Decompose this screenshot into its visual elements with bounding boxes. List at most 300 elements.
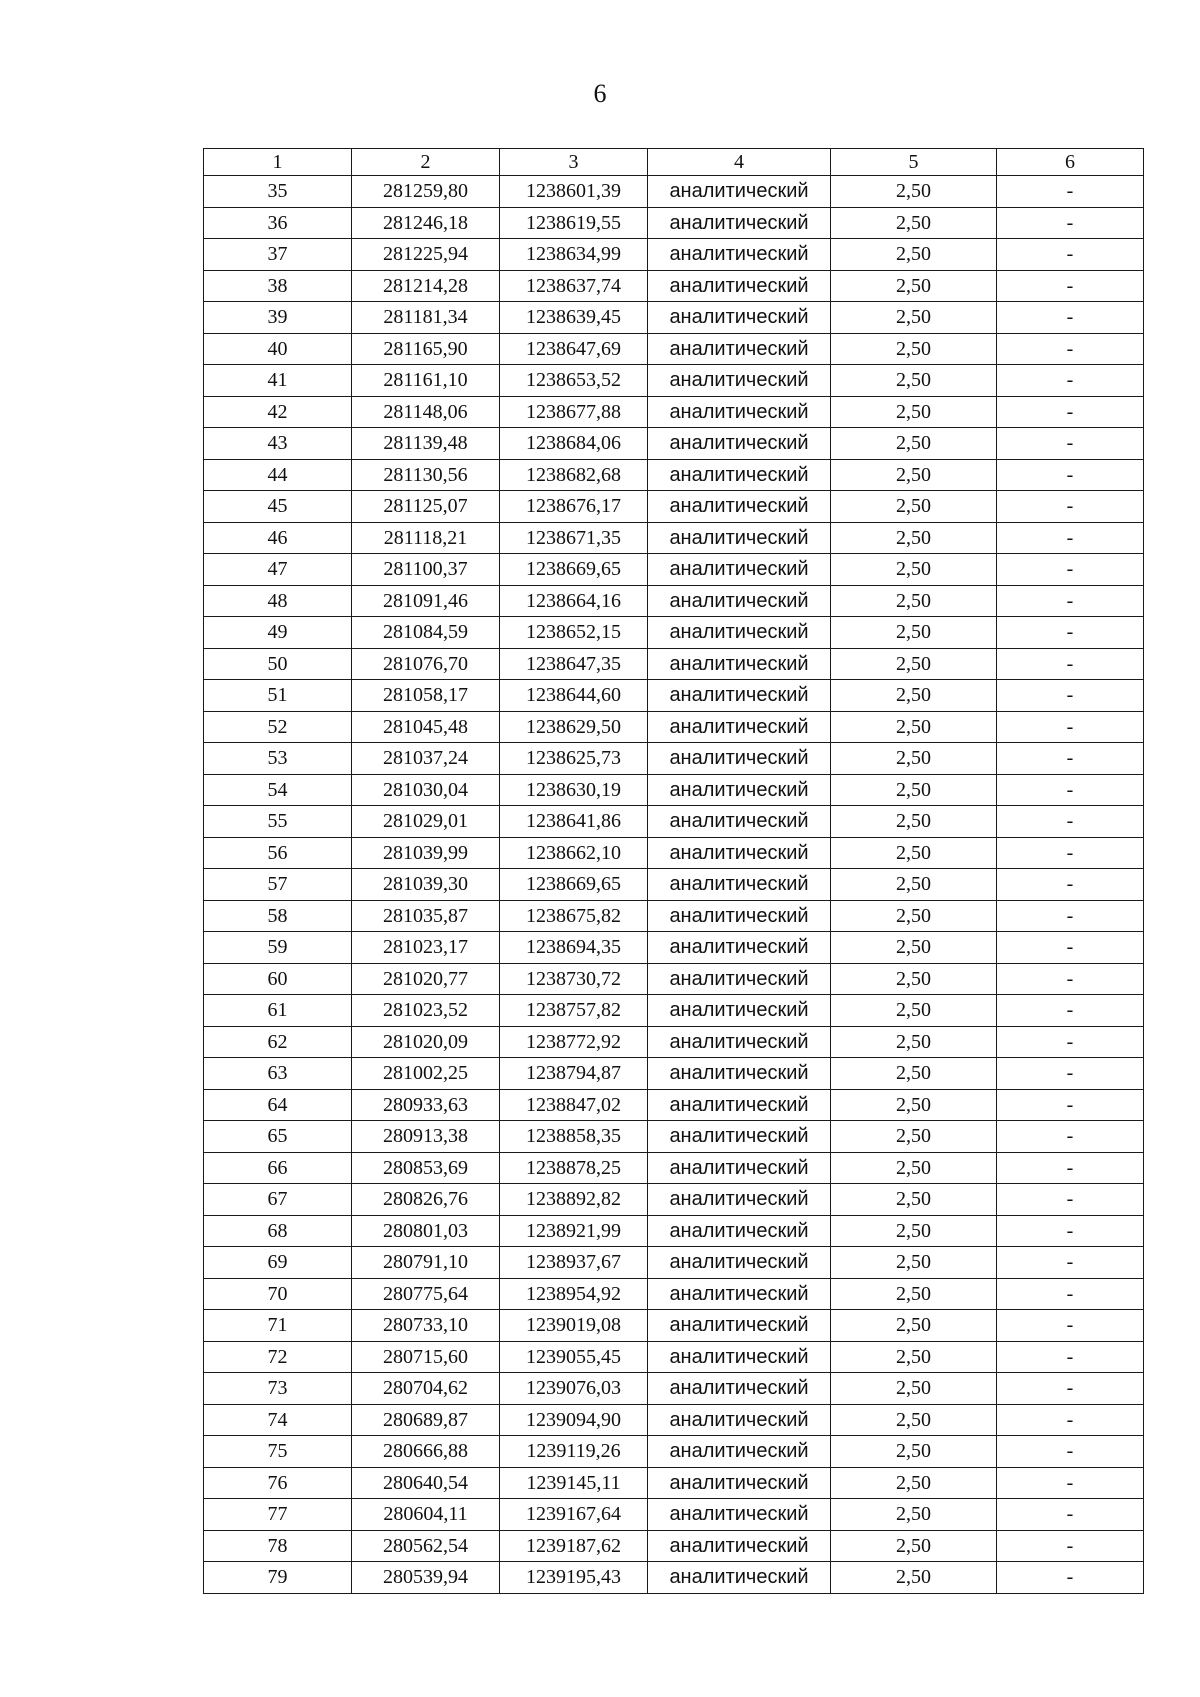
- table-cell-col-6: -: [997, 302, 1144, 334]
- table-cell-col-3: 1238937,67: [500, 1247, 648, 1279]
- table-cell-col-1: 61: [204, 995, 352, 1027]
- table-cell-col-3: 1238662,10: [500, 837, 648, 869]
- table-row: [204, 585, 1144, 617]
- table-cell-col-2: 281020,09: [352, 1026, 500, 1058]
- table-cell-col-5: 2,50: [831, 333, 997, 365]
- table-cell-col-5: 2,50: [831, 270, 997, 302]
- table-cell-col-4: аналитический: [648, 1404, 831, 1436]
- table-cell-col-2: 280913,38: [352, 1121, 500, 1153]
- table-cell-col-1: 35: [204, 176, 352, 208]
- table-row: [204, 806, 1144, 838]
- table-row: [204, 491, 1144, 523]
- table-cell-col-2: 281084,59: [352, 617, 500, 649]
- table-row: [204, 774, 1144, 806]
- table-cell-col-4: аналитический: [648, 1530, 831, 1562]
- table-cell-col-5: 2,50: [831, 428, 997, 460]
- table-cell-col-6: -: [997, 1373, 1144, 1405]
- table-cell-col-4: аналитический: [648, 837, 831, 869]
- table-cell-col-5: 2,50: [831, 554, 997, 586]
- table-cell-col-4: аналитический: [648, 1310, 831, 1342]
- header-row: [204, 149, 1144, 176]
- table-cell-col-1: 78: [204, 1530, 352, 1562]
- table-row: [204, 1121, 1144, 1153]
- table-cell-col-1: 56: [204, 837, 352, 869]
- column-header-5: 5: [831, 149, 997, 176]
- table-cell-col-2: 281030,04: [352, 774, 500, 806]
- table-cell-col-1: 79: [204, 1562, 352, 1594]
- table-cell-col-3: 1239055,45: [500, 1341, 648, 1373]
- table-cell-col-4: аналитический: [648, 680, 831, 712]
- table-cell-col-6: -: [997, 1026, 1144, 1058]
- table-cell-col-1: 46: [204, 522, 352, 554]
- table-cell-col-6: -: [997, 963, 1144, 995]
- table-cell-col-1: 71: [204, 1310, 352, 1342]
- table-cell-col-4: аналитический: [648, 963, 831, 995]
- table-cell-col-2: 281045,48: [352, 711, 500, 743]
- table-cell-col-2: 281130,56: [352, 459, 500, 491]
- table-cell-col-2: 281029,01: [352, 806, 500, 838]
- table-cell-col-3: 1238794,87: [500, 1058, 648, 1090]
- column-header-1: 1: [204, 149, 352, 176]
- table-cell-col-6: -: [997, 837, 1144, 869]
- table-cell-col-6: -: [997, 365, 1144, 397]
- table-cell-col-4: аналитический: [648, 995, 831, 1027]
- table-cell-col-1: 60: [204, 963, 352, 995]
- table-cell-col-2: 281161,10: [352, 365, 500, 397]
- table-cell-col-4: аналитический: [648, 302, 831, 334]
- table-cell-col-5: 2,50: [831, 396, 997, 428]
- table-cell-col-5: 2,50: [831, 837, 997, 869]
- column-header-3: 3: [500, 149, 648, 176]
- table-cell-col-6: -: [997, 585, 1144, 617]
- table-cell-col-1: 57: [204, 869, 352, 901]
- table-cell-col-1: 41: [204, 365, 352, 397]
- table-cell-col-5: 2,50: [831, 1278, 997, 1310]
- table-cell-col-4: аналитический: [648, 239, 831, 271]
- table-cell-col-2: 280640,54: [352, 1467, 500, 1499]
- table-cell-col-6: -: [997, 554, 1144, 586]
- table-cell-col-3: 1238639,45: [500, 302, 648, 334]
- table-cell-col-1: 54: [204, 774, 352, 806]
- table-row: [204, 207, 1144, 239]
- table-cell-col-6: -: [997, 1247, 1144, 1279]
- table-cell-col-3: 1238634,99: [500, 239, 648, 271]
- table-cell-col-5: 2,50: [831, 963, 997, 995]
- table-cell-col-2: 280689,87: [352, 1404, 500, 1436]
- table-cell-col-5: 2,50: [831, 1247, 997, 1279]
- table-body: [204, 176, 1144, 1594]
- table-cell-col-3: 1238671,35: [500, 522, 648, 554]
- table-row: [204, 1530, 1144, 1562]
- table-cell-col-2: 281181,34: [352, 302, 500, 334]
- table-cell-col-3: 1238682,68: [500, 459, 648, 491]
- table-row: [204, 365, 1144, 397]
- table-row: [204, 1341, 1144, 1373]
- table-cell-col-2: 280733,10: [352, 1310, 500, 1342]
- table-row: [204, 900, 1144, 932]
- table-cell-col-6: -: [997, 995, 1144, 1027]
- table-cell-col-2: 281148,06: [352, 396, 500, 428]
- table-cell-col-3: 1238629,50: [500, 711, 648, 743]
- table-cell-col-4: аналитический: [648, 869, 831, 901]
- table-row: [204, 396, 1144, 428]
- table-cell-col-3: 1238669,65: [500, 554, 648, 586]
- table-row: [204, 837, 1144, 869]
- table-cell-col-6: -: [997, 774, 1144, 806]
- table-cell-col-1: 65: [204, 1121, 352, 1153]
- table-cell-col-2: 280715,60: [352, 1341, 500, 1373]
- table-cell-col-2: 280666,88: [352, 1436, 500, 1468]
- table-cell-col-4: аналитический: [648, 806, 831, 838]
- table-cell-col-5: 2,50: [831, 1562, 997, 1594]
- table-cell-col-6: -: [997, 617, 1144, 649]
- table-row: [204, 1436, 1144, 1468]
- table-cell-col-2: 281076,70: [352, 648, 500, 680]
- table-cell-col-1: 76: [204, 1467, 352, 1499]
- table-cell-col-2: 280562,54: [352, 1530, 500, 1562]
- table-cell-col-4: аналитический: [648, 491, 831, 523]
- table-cell-col-1: 38: [204, 270, 352, 302]
- table-cell-col-2: 281037,24: [352, 743, 500, 775]
- table-cell-col-1: 39: [204, 302, 352, 334]
- table-cell-col-3: 1239019,08: [500, 1310, 648, 1342]
- table-cell-col-1: 74: [204, 1404, 352, 1436]
- table-cell-col-4: аналитический: [648, 1499, 831, 1531]
- table-cell-col-4: аналитический: [648, 1121, 831, 1153]
- table-cell-col-4: аналитический: [648, 648, 831, 680]
- table-cell-col-1: 72: [204, 1341, 352, 1373]
- table-cell-col-5: 2,50: [831, 1436, 997, 1468]
- table-cell-col-2: 280704,62: [352, 1373, 500, 1405]
- table-cell-col-6: -: [997, 1215, 1144, 1247]
- table-cell-col-3: 1238644,60: [500, 680, 648, 712]
- table-cell-col-6: -: [997, 1310, 1144, 1342]
- table-cell-col-4: аналитический: [648, 365, 831, 397]
- table-cell-col-4: аналитический: [648, 1247, 831, 1279]
- table-row: [204, 1467, 1144, 1499]
- table-row: [204, 270, 1144, 302]
- table-cell-col-2: 281039,99: [352, 837, 500, 869]
- table-cell-col-4: аналитический: [648, 743, 831, 775]
- table-cell-col-6: -: [997, 1278, 1144, 1310]
- table-header: [204, 149, 1144, 176]
- table-cell-col-2: 281035,87: [352, 900, 500, 932]
- table-cell-col-2: 281118,21: [352, 522, 500, 554]
- table-cell-col-4: аналитический: [648, 207, 831, 239]
- table-cell-col-4: аналитический: [648, 1026, 831, 1058]
- table-cell-col-1: 66: [204, 1152, 352, 1184]
- table-cell-col-3: 1238684,06: [500, 428, 648, 460]
- column-header-4: 4: [648, 149, 831, 176]
- table-cell-col-2: 280775,64: [352, 1278, 500, 1310]
- table-cell-col-2: 281023,17: [352, 932, 500, 964]
- table-cell-col-5: 2,50: [831, 995, 997, 1027]
- table-cell-col-6: -: [997, 743, 1144, 775]
- table-cell-col-4: аналитический: [648, 270, 831, 302]
- table-cell-col-1: 69: [204, 1247, 352, 1279]
- table-row: [204, 680, 1144, 712]
- table-cell-col-3: 1238669,65: [500, 869, 648, 901]
- table-cell-col-1: 47: [204, 554, 352, 586]
- table-cell-col-5: 2,50: [831, 743, 997, 775]
- table-cell-col-1: 75: [204, 1436, 352, 1468]
- table-cell-col-6: -: [997, 239, 1144, 271]
- table-row: [204, 1152, 1144, 1184]
- table-cell-col-4: аналитический: [648, 1278, 831, 1310]
- table-cell-col-2: 281100,37: [352, 554, 500, 586]
- table-cell-col-3: 1238858,35: [500, 1121, 648, 1153]
- table-cell-col-6: -: [997, 806, 1144, 838]
- table-cell-col-2: 281058,17: [352, 680, 500, 712]
- table-row: [204, 1089, 1144, 1121]
- table-cell-col-1: 48: [204, 585, 352, 617]
- table-row: [204, 743, 1144, 775]
- table-cell-col-3: 1238653,52: [500, 365, 648, 397]
- table-cell-col-3: 1238892,82: [500, 1184, 648, 1216]
- table-cell-col-1: 63: [204, 1058, 352, 1090]
- table-cell-col-4: аналитический: [648, 1089, 831, 1121]
- table-cell-col-5: 2,50: [831, 1089, 997, 1121]
- table-cell-col-6: -: [997, 680, 1144, 712]
- table-cell-col-1: 58: [204, 900, 352, 932]
- table-row: [204, 1562, 1144, 1594]
- table-row: [204, 932, 1144, 964]
- page-number: 6: [593, 79, 607, 108]
- table-row: [204, 1404, 1144, 1436]
- table-cell-col-1: 43: [204, 428, 352, 460]
- table-cell-col-4: аналитический: [648, 711, 831, 743]
- table-cell-col-4: аналитический: [648, 1184, 831, 1216]
- table-cell-col-5: 2,50: [831, 900, 997, 932]
- table-cell-col-1: 51: [204, 680, 352, 712]
- table-cell-col-3: 1238694,35: [500, 932, 648, 964]
- table-cell-col-6: -: [997, 1341, 1144, 1373]
- table-cell-col-3: 1239187,62: [500, 1530, 648, 1562]
- table-cell-col-1: 36: [204, 207, 352, 239]
- table-cell-col-4: аналитический: [648, 396, 831, 428]
- table-row: [204, 1026, 1144, 1058]
- table-row: [204, 176, 1144, 208]
- table-cell-col-4: аналитический: [648, 176, 831, 208]
- table-cell-col-4: аналитический: [648, 554, 831, 586]
- table-row: [204, 711, 1144, 743]
- table-cell-col-1: 77: [204, 1499, 352, 1531]
- table-cell-col-6: -: [997, 1436, 1144, 1468]
- table-cell-col-6: -: [997, 491, 1144, 523]
- table-cell-col-3: 1238637,74: [500, 270, 648, 302]
- table-cell-col-2: 281165,90: [352, 333, 500, 365]
- table-cell-col-1: 50: [204, 648, 352, 680]
- table-cell-col-3: 1238601,39: [500, 176, 648, 208]
- table-cell-col-3: 1239167,64: [500, 1499, 648, 1531]
- table-cell-col-2: 280604,11: [352, 1499, 500, 1531]
- table-cell-col-5: 2,50: [831, 774, 997, 806]
- table-cell-col-4: аналитический: [648, 1436, 831, 1468]
- table-row: [204, 1184, 1144, 1216]
- table-row: [204, 333, 1144, 365]
- table-cell-col-1: 73: [204, 1373, 352, 1405]
- table-cell-col-5: 2,50: [831, 1215, 997, 1247]
- table-cell-col-3: 1238730,72: [500, 963, 648, 995]
- table-cell-col-6: -: [997, 711, 1144, 743]
- table-cell-col-6: -: [997, 1089, 1144, 1121]
- table-cell-col-3: 1238625,73: [500, 743, 648, 775]
- table-cell-col-3: 1238772,92: [500, 1026, 648, 1058]
- table-cell-col-2: 281125,07: [352, 491, 500, 523]
- table-cell-col-5: 2,50: [831, 365, 997, 397]
- table-cell-col-1: 53: [204, 743, 352, 775]
- table-cell-col-2: 281246,18: [352, 207, 500, 239]
- table-cell-col-4: аналитический: [648, 1152, 831, 1184]
- table-cell-col-1: 45: [204, 491, 352, 523]
- table-cell-col-1: 49: [204, 617, 352, 649]
- table-cell-col-5: 2,50: [831, 1467, 997, 1499]
- table-cell-col-2: 281139,48: [352, 428, 500, 460]
- table-cell-col-4: аналитический: [648, 1562, 831, 1594]
- table-cell-col-3: 1238647,35: [500, 648, 648, 680]
- table-cell-col-5: 2,50: [831, 680, 997, 712]
- table-cell-col-5: 2,50: [831, 459, 997, 491]
- table-cell-col-4: аналитический: [648, 900, 831, 932]
- table-cell-col-4: аналитический: [648, 428, 831, 460]
- table-cell-col-2: 281225,94: [352, 239, 500, 271]
- table-row: [204, 1499, 1144, 1531]
- table-cell-col-1: 37: [204, 239, 352, 271]
- coordinates-table: [203, 148, 1144, 1594]
- table-cell-col-6: -: [997, 333, 1144, 365]
- table-cell-col-5: 2,50: [831, 648, 997, 680]
- table-cell-col-3: 1238641,86: [500, 806, 648, 838]
- table-row: [204, 995, 1144, 1027]
- table-cell-col-1: 70: [204, 1278, 352, 1310]
- table-cell-col-2: 280826,76: [352, 1184, 500, 1216]
- table-cell-col-3: 1238677,88: [500, 396, 648, 428]
- table-cell-col-5: 2,50: [831, 806, 997, 838]
- table-cell-col-6: -: [997, 932, 1144, 964]
- table-cell-col-3: 1238664,16: [500, 585, 648, 617]
- table-row: [204, 522, 1144, 554]
- table-cell-col-5: 2,50: [831, 1152, 997, 1184]
- table-cell-col-5: 2,50: [831, 1184, 997, 1216]
- table-cell-col-4: аналитический: [648, 1058, 831, 1090]
- table-row: [204, 239, 1144, 271]
- table-cell-col-4: аналитический: [648, 1373, 831, 1405]
- table-cell-col-4: аналитический: [648, 585, 831, 617]
- table-cell-col-6: -: [997, 869, 1144, 901]
- table-cell-col-3: 1238675,82: [500, 900, 648, 932]
- table-row: [204, 648, 1144, 680]
- table-cell-col-1: 52: [204, 711, 352, 743]
- table-cell-col-6: -: [997, 1530, 1144, 1562]
- table-cell-col-3: 1238921,99: [500, 1215, 648, 1247]
- table-row: [204, 963, 1144, 995]
- table-cell-col-5: 2,50: [831, 1058, 997, 1090]
- table-cell-col-5: 2,50: [831, 239, 997, 271]
- table-cell-col-6: -: [997, 1121, 1144, 1153]
- table-cell-col-3: 1238757,82: [500, 995, 648, 1027]
- table-cell-col-6: -: [997, 396, 1144, 428]
- table-cell-col-4: аналитический: [648, 1341, 831, 1373]
- table-cell-col-3: 1238619,55: [500, 207, 648, 239]
- table-row: [204, 1310, 1144, 1342]
- table-cell-col-4: аналитический: [648, 617, 831, 649]
- table-cell-col-5: 2,50: [831, 1373, 997, 1405]
- table-cell-col-6: -: [997, 207, 1144, 239]
- column-header-2: 2: [352, 149, 500, 176]
- table-cell-col-6: -: [997, 1058, 1144, 1090]
- table-cell-col-5: 2,50: [831, 1404, 997, 1436]
- table-cell-col-3: 1239076,03: [500, 1373, 648, 1405]
- table-cell-col-3: 1238630,19: [500, 774, 648, 806]
- table-cell-col-4: аналитический: [648, 932, 831, 964]
- table-cell-col-5: 2,50: [831, 1530, 997, 1562]
- table-cell-col-2: 280853,69: [352, 1152, 500, 1184]
- table-cell-col-6: -: [997, 1467, 1144, 1499]
- table-cell-col-6: -: [997, 648, 1144, 680]
- table-cell-col-6: -: [997, 176, 1144, 208]
- table-cell-col-2: 280791,10: [352, 1247, 500, 1279]
- table-cell-col-6: -: [997, 270, 1144, 302]
- table-row: [204, 1373, 1144, 1405]
- table-cell-col-6: -: [997, 459, 1144, 491]
- table-row: [204, 1215, 1144, 1247]
- table-cell-col-2: 281259,80: [352, 176, 500, 208]
- table-cell-col-5: 2,50: [831, 869, 997, 901]
- table-cell-col-3: 1238847,02: [500, 1089, 648, 1121]
- table-cell-col-6: -: [997, 1499, 1144, 1531]
- table-cell-col-1: 44: [204, 459, 352, 491]
- table-cell-col-6: -: [997, 428, 1144, 460]
- table-row: [204, 459, 1144, 491]
- table-cell-col-2: 281039,30: [352, 869, 500, 901]
- table-row: [204, 428, 1144, 460]
- table-cell-col-1: 64: [204, 1089, 352, 1121]
- table-cell-col-1: 59: [204, 932, 352, 964]
- table-cell-col-5: 2,50: [831, 302, 997, 334]
- table-cell-col-3: 1238878,25: [500, 1152, 648, 1184]
- table-cell-col-4: аналитический: [648, 333, 831, 365]
- table-cell-col-3: 1239094,90: [500, 1404, 648, 1436]
- table-cell-col-5: 2,50: [831, 1310, 997, 1342]
- table-cell-col-5: 2,50: [831, 522, 997, 554]
- table-row: [204, 1278, 1144, 1310]
- table-cell-col-3: 1238647,69: [500, 333, 648, 365]
- table-cell-col-3: 1239145,11: [500, 1467, 648, 1499]
- table-cell-col-3: 1238954,92: [500, 1278, 648, 1310]
- table-cell-col-4: аналитический: [648, 1467, 831, 1499]
- table-row: [204, 302, 1144, 334]
- table-cell-col-3: 1238676,17: [500, 491, 648, 523]
- table-cell-col-1: 42: [204, 396, 352, 428]
- table-row: [204, 617, 1144, 649]
- table-cell-col-2: 281023,52: [352, 995, 500, 1027]
- table-cell-col-3: 1239195,43: [500, 1562, 648, 1594]
- table-cell-col-5: 2,50: [831, 711, 997, 743]
- table-cell-col-5: 2,50: [831, 1499, 997, 1531]
- table-cell-col-6: -: [997, 900, 1144, 932]
- table-row: [204, 1247, 1144, 1279]
- table-cell-col-2: 281214,28: [352, 270, 500, 302]
- table-cell-col-2: 281002,25: [352, 1058, 500, 1090]
- table-cell-col-4: аналитический: [648, 459, 831, 491]
- table-cell-col-2: 281020,77: [352, 963, 500, 995]
- table-cell-col-6: -: [997, 1562, 1144, 1594]
- table-cell-col-1: 62: [204, 1026, 352, 1058]
- table-cell-col-1: 40: [204, 333, 352, 365]
- table-cell-col-4: аналитический: [648, 522, 831, 554]
- table-cell-col-3: 1238652,15: [500, 617, 648, 649]
- table-row: [204, 869, 1144, 901]
